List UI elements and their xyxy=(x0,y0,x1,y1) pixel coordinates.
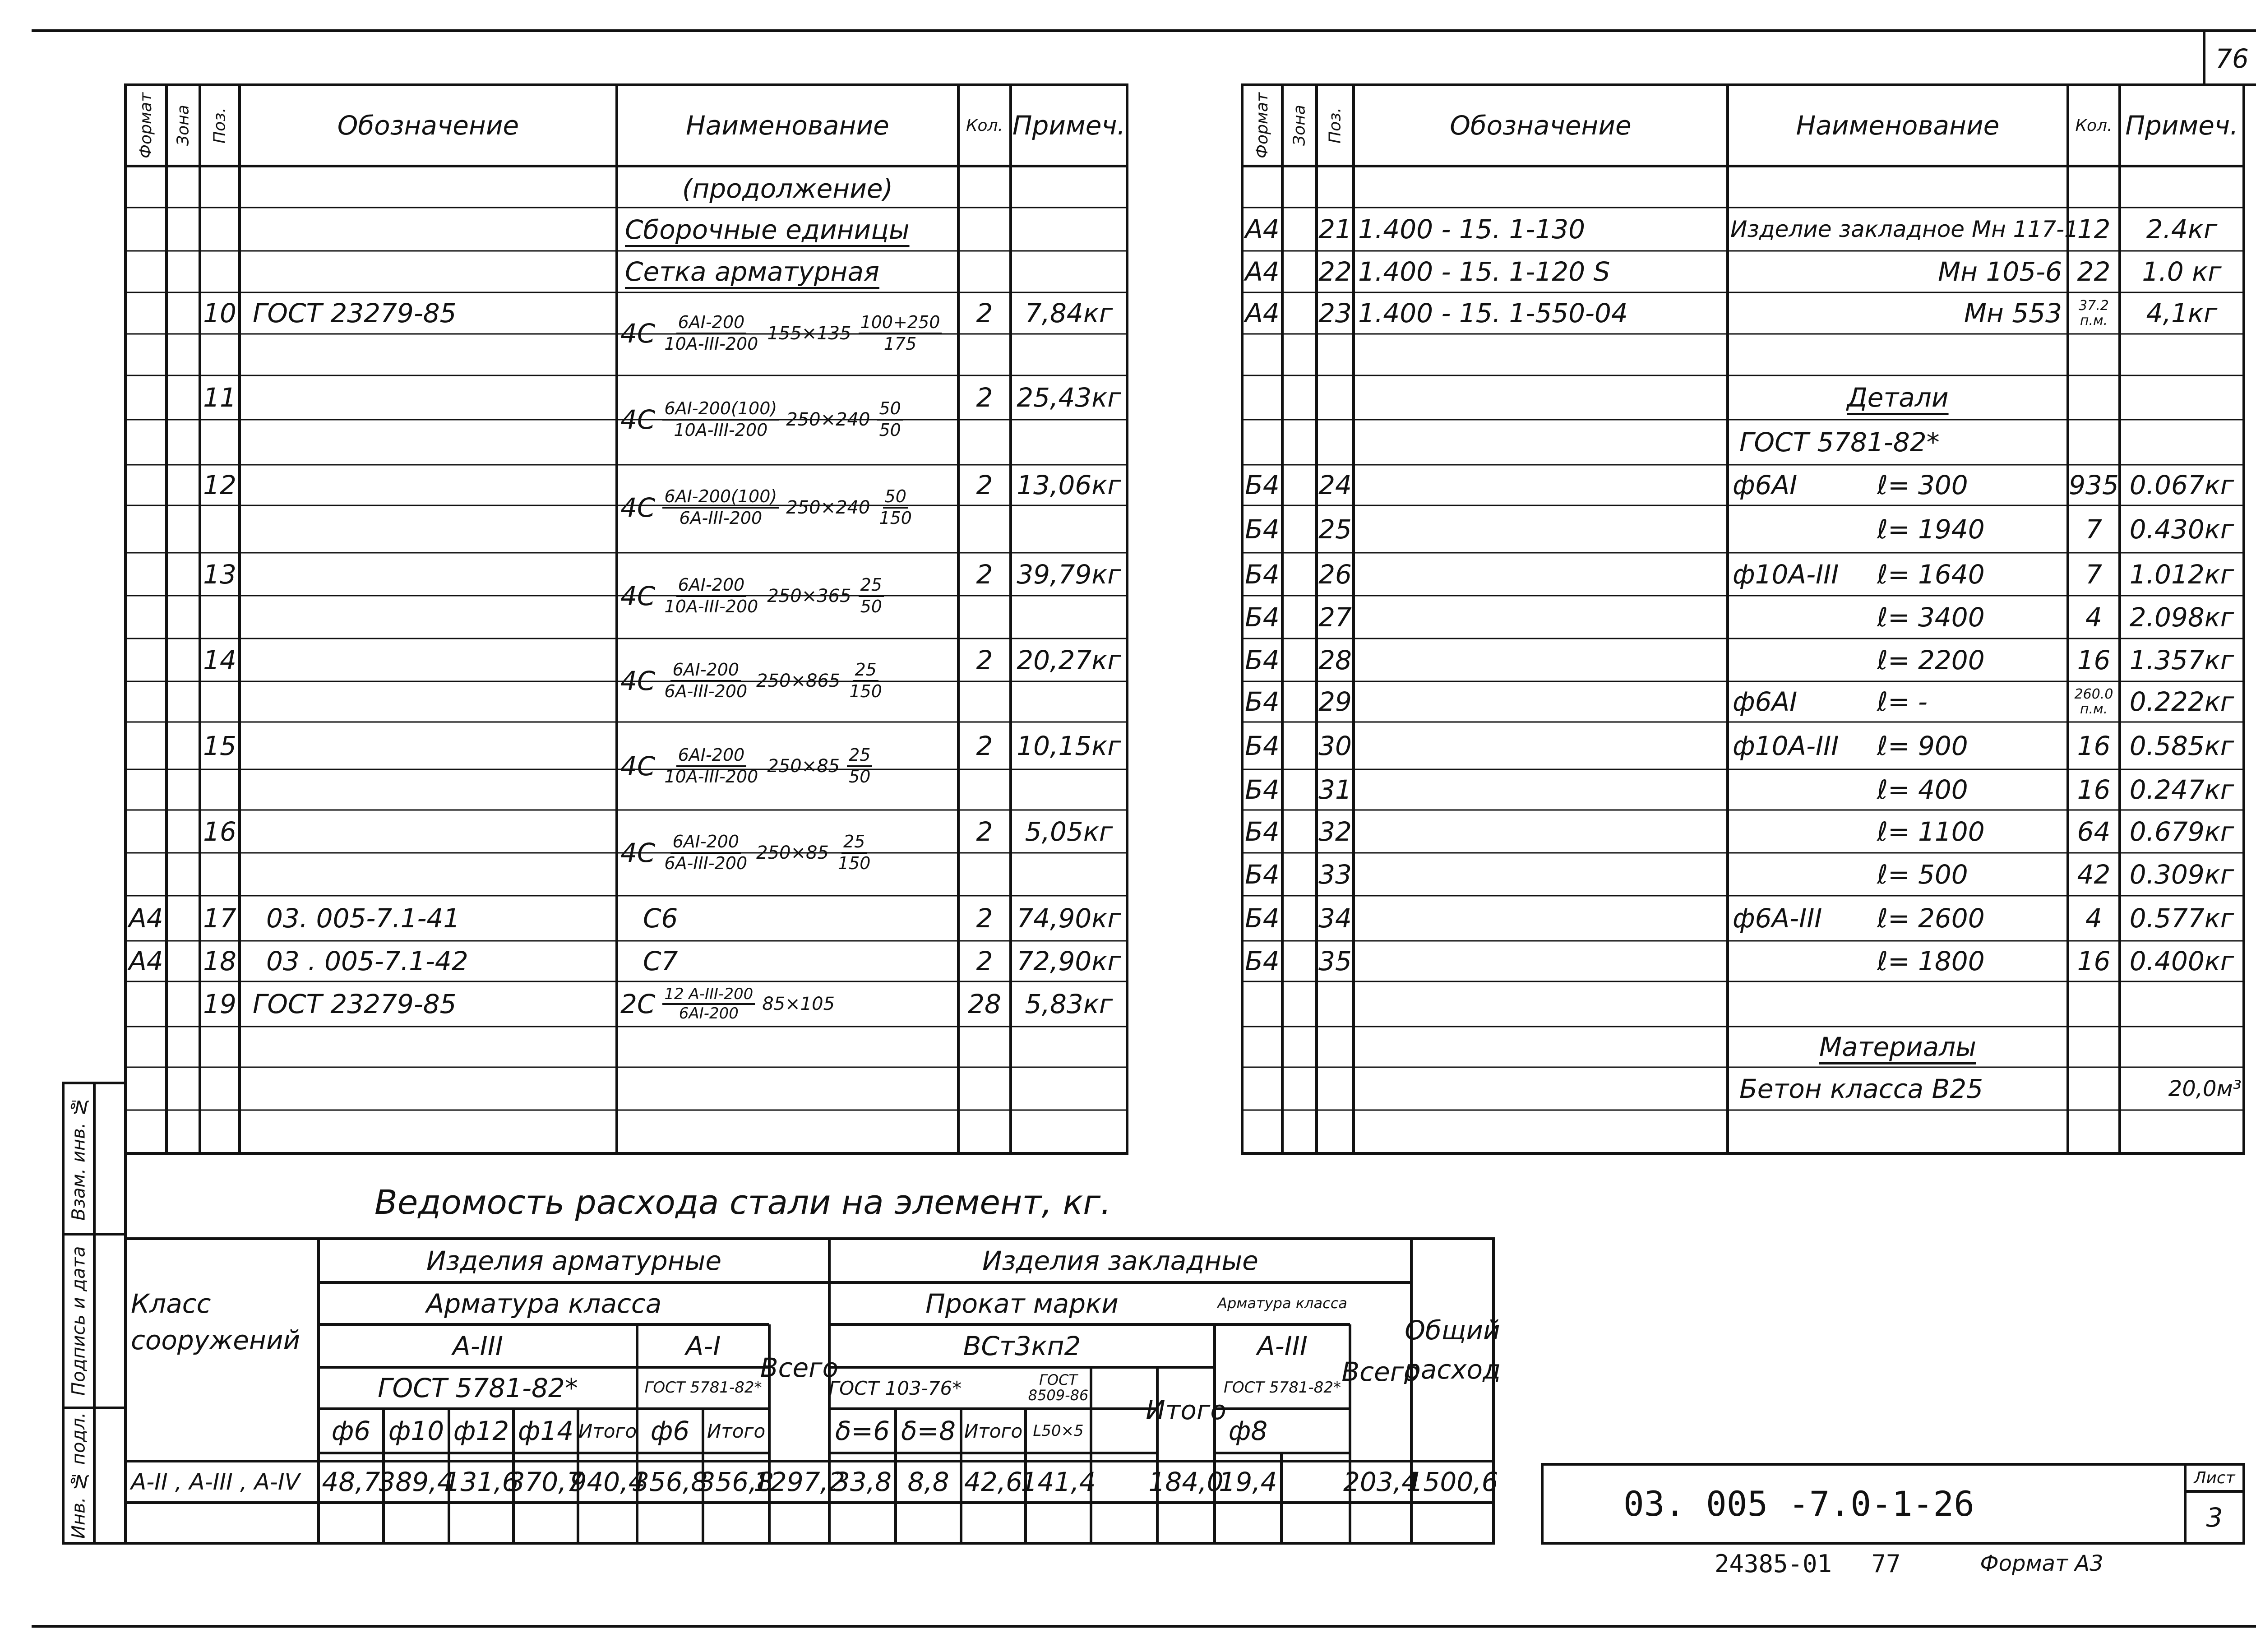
table-row-pos: 21 xyxy=(1318,214,1352,245)
steel-value: 184,0 xyxy=(1148,1467,1224,1497)
table-row-note: 1.357кг xyxy=(2129,644,2234,676)
table-row-note: 2.098кг xyxy=(2129,602,2234,633)
left-header-designation: Обозначение xyxy=(337,110,519,141)
table-row-format: Б4 xyxy=(1245,602,1280,633)
steel-value: 8,8 xyxy=(907,1467,949,1497)
armature-total-header: Всего xyxy=(760,1352,839,1383)
bar-length: ℓ= 1800 xyxy=(1877,946,1985,976)
gost-5781-embedded-header: ГОСТ 5781-82* xyxy=(1223,1379,1341,1397)
table-row-format: Б4 xyxy=(1245,686,1280,717)
class-label: Класс сооружений xyxy=(131,1288,300,1356)
table-row-format: Б4 xyxy=(1245,903,1280,934)
table-row-pos: 13 xyxy=(203,559,236,590)
table-row-pos: 15 xyxy=(203,730,236,761)
mesh-formula: 4С $\frac{6AI-200}{\text{6A-III-200}}$ 250×85 $\frac{25}{150}$ xyxy=(620,832,871,873)
table-row-note: 0.309кг xyxy=(2129,859,2234,890)
col-subtotal-a1: Итого xyxy=(707,1420,766,1442)
rolled-subtotal-header: Итого xyxy=(1146,1395,1226,1425)
table-row-format: А4 xyxy=(1245,298,1280,329)
table-row-format: А4 xyxy=(129,946,163,976)
bar-diameter: ф10А-III xyxy=(1733,559,1839,590)
table-row-qty: 16 xyxy=(2077,946,2111,976)
table-row-qty: 2 xyxy=(976,559,993,590)
table-row-note: 10,15кг xyxy=(1017,730,1121,761)
table-row-note: 0.585кг xyxy=(2129,730,2234,761)
table-row-note: 0.400кг xyxy=(2129,946,2234,976)
table-row-pos: 35 xyxy=(1318,946,1352,976)
table-row-designation: 1.400 - 15. 1-550-04 xyxy=(1358,298,1628,329)
table-row-pos: 33 xyxy=(1318,859,1352,890)
bar-length: ℓ= 900 xyxy=(1877,730,1968,761)
table-row-pos: 25 xyxy=(1318,514,1352,545)
table-row-format: Б4 xyxy=(1245,730,1280,761)
table-row-pos: 10 xyxy=(203,298,236,329)
steel-value xyxy=(1091,1461,1157,1503)
col-d12: ф12 xyxy=(453,1416,509,1446)
table-row-pos: 11 xyxy=(203,382,236,413)
table-row-qty: 2 xyxy=(976,470,993,500)
bar-length: ℓ= 1940 xyxy=(1877,514,1985,545)
bar-length: ℓ= 400 xyxy=(1877,774,1968,805)
table-row-note: 4,1кг xyxy=(2146,298,2218,329)
details-standard: ГОСТ 5781-82* xyxy=(1739,427,1940,458)
concrete-volume: 20,0м³ xyxy=(2168,1076,2242,1101)
stamp-signature-date: Подпись и дата xyxy=(68,1246,89,1396)
col-subtotal-plate: Итого xyxy=(964,1420,1023,1442)
table-row-designation: ГОСТ 23279-85 xyxy=(253,298,457,329)
left-header-note: Примеч. xyxy=(1012,110,1126,141)
table-row-note: 20,27кг xyxy=(1017,644,1121,676)
table-row-note: 1.0 кг xyxy=(2142,256,2222,287)
table-row-qty: 16 xyxy=(2077,644,2111,676)
stamp-inventory-original: Инв. № подл. xyxy=(68,1412,89,1539)
table-row-format: Б4 xyxy=(1245,774,1280,805)
mesh-formula: 4С $\frac{6AI-200(100)}{\text{6A-III-200}}$ 250×240 $\frac{50}{150}$ xyxy=(620,486,912,528)
steel-value: 33,8 xyxy=(833,1467,892,1497)
table-row-pos: 16 xyxy=(203,816,236,847)
table-row-qty: 16 xyxy=(2077,774,2111,805)
table-row-qty: 4 xyxy=(2085,602,2102,633)
table-row-format: Б4 xyxy=(1245,559,1280,590)
a3-embedded-header: А-III xyxy=(1257,1330,1308,1361)
sheet-corner-number: 76 xyxy=(2215,43,2249,74)
materials-heading: Материалы xyxy=(1819,1032,1976,1062)
overall-consumption-header: Общий расход xyxy=(1404,1314,1501,1385)
steel-value: 370,7 xyxy=(508,1467,583,1497)
gost-8509-header: ГОСТ 8509-86 xyxy=(1028,1371,1089,1404)
table-row-note: 74,90кг xyxy=(1017,903,1121,934)
right-header-format: Формат xyxy=(1253,92,1271,159)
table-row-pos: 34 xyxy=(1318,903,1352,934)
steel-value: 48,7 xyxy=(322,1467,380,1497)
bar-diameter: ф6АI xyxy=(1733,470,1798,500)
left-header-pos: Поз. xyxy=(210,107,229,143)
table-row-note: 2.4кг xyxy=(2146,214,2218,245)
paper-format: Формат А3 xyxy=(1980,1551,2103,1576)
table-row-qty: 2 xyxy=(976,730,993,761)
table-row-pos: 24 xyxy=(1318,470,1352,500)
table-row-format: Б4 xyxy=(1245,859,1280,890)
table-row-pos: 30 xyxy=(1318,730,1352,761)
bar-length: ℓ= 500 xyxy=(1877,859,1968,890)
table-row-note: 1.012кг xyxy=(2129,559,2234,590)
table-row-qty: 2 xyxy=(976,903,993,934)
table-row-designation: 03. 005-7.1-41 xyxy=(266,903,460,934)
table-row-qty: 2 xyxy=(976,382,993,413)
mesh-formula: 4С $\frac{6AI-200}{\text{10A-III-200}}$ 250×85 $\frac{25}{50}$ xyxy=(620,724,957,808)
table-row-pos: 29 xyxy=(1318,686,1352,717)
bar-length: ℓ= 1640 xyxy=(1877,559,1985,590)
right-header-note: Примеч. xyxy=(2125,110,2238,141)
steel-value xyxy=(1281,1461,1350,1503)
table-row-qty: 260.0 п.м. xyxy=(2074,686,2113,717)
embedded-items-header: Изделия закладные xyxy=(982,1245,1258,1276)
table-row-note: 72,90кг xyxy=(1017,946,1121,976)
col-d14: ф14 xyxy=(518,1416,574,1446)
table-row-note: 0.577кг xyxy=(2129,903,2234,934)
table-row-qty: 2 xyxy=(976,946,993,976)
steel-value: 203,4 xyxy=(1343,1467,1419,1497)
table-row-name: Мн 105-6 xyxy=(1938,256,2062,287)
table-row-format: Б4 xyxy=(1245,816,1280,847)
table-row-designation: 03 . 005-7.1-42 xyxy=(266,946,468,976)
col-subtotal-a3: Итого xyxy=(578,1420,637,1442)
table-row-note: 13,06кг xyxy=(1017,470,1121,500)
steel-grade-header: ВСт3кп2 xyxy=(963,1330,1081,1361)
table-row-format: А4 xyxy=(129,903,163,934)
bar-diameter: ф6А-III xyxy=(1733,903,1822,934)
document-code: 03. 005 -7.0-1-26 xyxy=(1623,1484,1974,1524)
table-row-note: 25,43кг xyxy=(1017,382,1121,413)
table-row-name: С7 xyxy=(643,946,678,976)
bar-length: ℓ= 2200 xyxy=(1877,644,1985,676)
table-row-format: Б4 xyxy=(1245,470,1280,500)
steel-value: 940,4 xyxy=(570,1467,645,1497)
page-number: 77 xyxy=(1871,1549,1901,1578)
table-row-pos: 18 xyxy=(203,946,236,976)
table-row-pos: 31 xyxy=(1318,774,1352,805)
bar-diameter: ф6АI xyxy=(1733,686,1798,717)
steel-value: 19,4 xyxy=(1219,1467,1277,1497)
mesh-heading: Сетка арматурная xyxy=(625,256,879,287)
steel-value: 389,4 xyxy=(379,1467,454,1497)
mesh-formula: 4С $\frac{6AI-200}{\text{10A-III-200}}$ 250×365 $\frac{25}{50}$ xyxy=(620,554,957,638)
table-row-name: С6 xyxy=(643,903,678,934)
steel-value: 1297,2 xyxy=(754,1467,845,1497)
table-row-format: Б4 xyxy=(1245,644,1280,676)
table-row-qty: 16 xyxy=(2077,730,2111,761)
table-row-qty: 28 xyxy=(968,989,1001,1019)
steel-value: 356,8 xyxy=(632,1467,708,1497)
bar-length: ℓ= 3400 xyxy=(1877,602,1985,633)
right-header-qty: Кол. xyxy=(2075,116,2113,135)
table-row-qty: 37.2 п.м. xyxy=(2079,298,2109,329)
rolled-grade-header: Прокат марки xyxy=(925,1288,1119,1319)
table-row-qty: 2 xyxy=(976,816,993,847)
steel-value: 42,6 xyxy=(964,1467,1023,1497)
col-angle: L50×5 xyxy=(1033,1422,1084,1440)
armature-class-header: Арматура класса xyxy=(426,1288,662,1319)
col-delta6: δ=6 xyxy=(835,1416,890,1446)
table-row-designation: ГОСТ 23279-85 xyxy=(253,989,457,1019)
table-row-qty: 935 xyxy=(2069,470,2119,500)
embedded-total-header: Всего xyxy=(1341,1356,1420,1387)
steel-value: 1500,6 xyxy=(1406,1467,1498,1497)
gost-103-header: ГОСТ 103-76* xyxy=(828,1377,962,1399)
bar-length: ℓ= 300 xyxy=(1877,470,1968,500)
table-row-note: 0.222кг xyxy=(2129,686,2234,717)
col-d6: ф6 xyxy=(331,1416,371,1446)
table-row-designation: 1.400 - 15. 1-120 S xyxy=(1358,256,1610,287)
mesh-formula: 4С $\frac{6AI-200}{\text{10A-III-200}}$ 155×135 $\frac{100+250}{175}$ xyxy=(620,293,957,374)
left-header-format: Формат xyxy=(137,92,155,159)
right-header-pos: Поз. xyxy=(1326,107,1345,143)
bar-length: ℓ= 1100 xyxy=(1877,816,1985,847)
mesh-formula: 4С $\frac{6AI-200(100)}{\text{10A-III-200}}$ 250×240 $\frac{50}{50}$ xyxy=(620,379,957,460)
table-row-format: Б4 xyxy=(1245,514,1280,545)
table-row-note: 5,05кг xyxy=(1025,816,1113,847)
table-row-qty: 64 xyxy=(2077,816,2111,847)
bar-diameter: ф10А-III xyxy=(1733,730,1839,761)
left-header-zone: Зона xyxy=(174,105,193,146)
steel-value: 131,6 xyxy=(444,1467,519,1497)
table-row-name: Изделие закладное Мн 117-1 xyxy=(1730,216,2079,242)
table-row-format: А4 xyxy=(1245,214,1280,245)
table-row-qty: 22 xyxy=(2077,256,2111,287)
left-header-qty: Кол. xyxy=(966,116,1003,135)
col-d10: ф10 xyxy=(388,1416,444,1446)
table-row-note: 0.430кг xyxy=(2129,514,2234,545)
steel-schedule-title: Ведомость расхода стали на элемент, кг. xyxy=(374,1183,1111,1222)
table-row-format: А4 xyxy=(1245,256,1280,287)
table-row-pos: 32 xyxy=(1318,816,1352,847)
steel-value: 141,4 xyxy=(1021,1467,1096,1497)
a3-class-header: А-III xyxy=(453,1330,503,1361)
table-row-pos: 19 xyxy=(203,989,236,1019)
table-row-note: 0.247кг xyxy=(2129,774,2234,805)
left-header-name: Наименование xyxy=(686,110,889,141)
table-row-qty: 7 xyxy=(2085,559,2102,590)
bar-length: ℓ= - xyxy=(1877,686,1928,717)
table-row-qty: 42 xyxy=(2077,859,2111,890)
right-header-zone: Зона xyxy=(1290,105,1309,146)
gost-5781-header: ГОСТ 5781-82* xyxy=(378,1373,578,1403)
sheet-number: 3 xyxy=(2206,1502,2223,1533)
right-header-name: Наименование xyxy=(1796,110,2000,141)
steel-value: 356,8 xyxy=(698,1467,774,1497)
table-row-pos: 14 xyxy=(203,644,236,676)
mesh-formula: 4С $\frac{6AI-200}{\text{6A-III-200}}$ 250×865 $\frac{25}{150}$ xyxy=(620,660,882,701)
col-a1-d6: ф6 xyxy=(650,1416,690,1446)
table-row-note: 0.067кг xyxy=(2129,470,2234,500)
mesh-formula: 2С $\frac{\text{12 A-III-200}}{6AI-200}$ 85×105 xyxy=(620,985,835,1023)
sheet-label: Лист xyxy=(2194,1468,2235,1487)
table-row-name: Мн 553 xyxy=(1964,298,2062,329)
table-row-qty: 4 xyxy=(2085,903,2102,934)
col-delta8: δ=8 xyxy=(901,1416,956,1446)
table-row-qty: 2 xyxy=(976,298,993,329)
table-row-pos: 12 xyxy=(203,470,236,500)
right-header-designation: Обозначение xyxy=(1450,110,1632,141)
details-heading: Детали xyxy=(1847,382,1949,413)
table-row-designation: 1.400 - 15. 1-130 xyxy=(1358,214,1586,245)
table-row-qty: 7 xyxy=(2085,514,2102,545)
table-row-pos: 23 xyxy=(1318,298,1352,329)
table-row-pos: 17 xyxy=(203,903,236,934)
concrete-class: Бетон класса В25 xyxy=(1739,1073,1983,1104)
table-row-format: Б4 xyxy=(1245,946,1280,976)
arm-class-embedded-header: Арматура класса xyxy=(1217,1294,1347,1312)
assembly-units-heading: Сборочные единицы xyxy=(625,214,910,245)
col-d8: ф8 xyxy=(1228,1416,1268,1446)
continuation-label: (продолжение) xyxy=(682,173,893,204)
table-row-pos: 22 xyxy=(1318,256,1352,287)
table-row-note: 39,79кг xyxy=(1017,559,1121,590)
table-row-note: 0.679кг xyxy=(2129,816,2234,847)
steel-row-label: А-II , А-III , А-IV xyxy=(131,1469,300,1495)
table-row-note: 5,83кг xyxy=(1025,989,1113,1019)
bar-length: ℓ= 2600 xyxy=(1877,903,1985,934)
table-row-qty: 2 xyxy=(976,644,993,676)
archive-number: 24385-01 xyxy=(1714,1549,1832,1578)
table-row-pos: 26 xyxy=(1318,559,1352,590)
table-row-pos: 28 xyxy=(1318,644,1352,676)
table-row-qty: 12 xyxy=(2077,214,2111,245)
gost-5781-small-header: ГОСТ 5781-82* xyxy=(644,1379,762,1397)
armature-items-header: Изделия арматурные xyxy=(426,1245,722,1276)
table-row-pos: 27 xyxy=(1318,602,1352,633)
a1-class-header: А-I xyxy=(685,1330,721,1361)
table-row-note: 7,84кг xyxy=(1025,298,1113,329)
stamp-replaced-inventory: Взам. инв. № xyxy=(68,1096,89,1221)
